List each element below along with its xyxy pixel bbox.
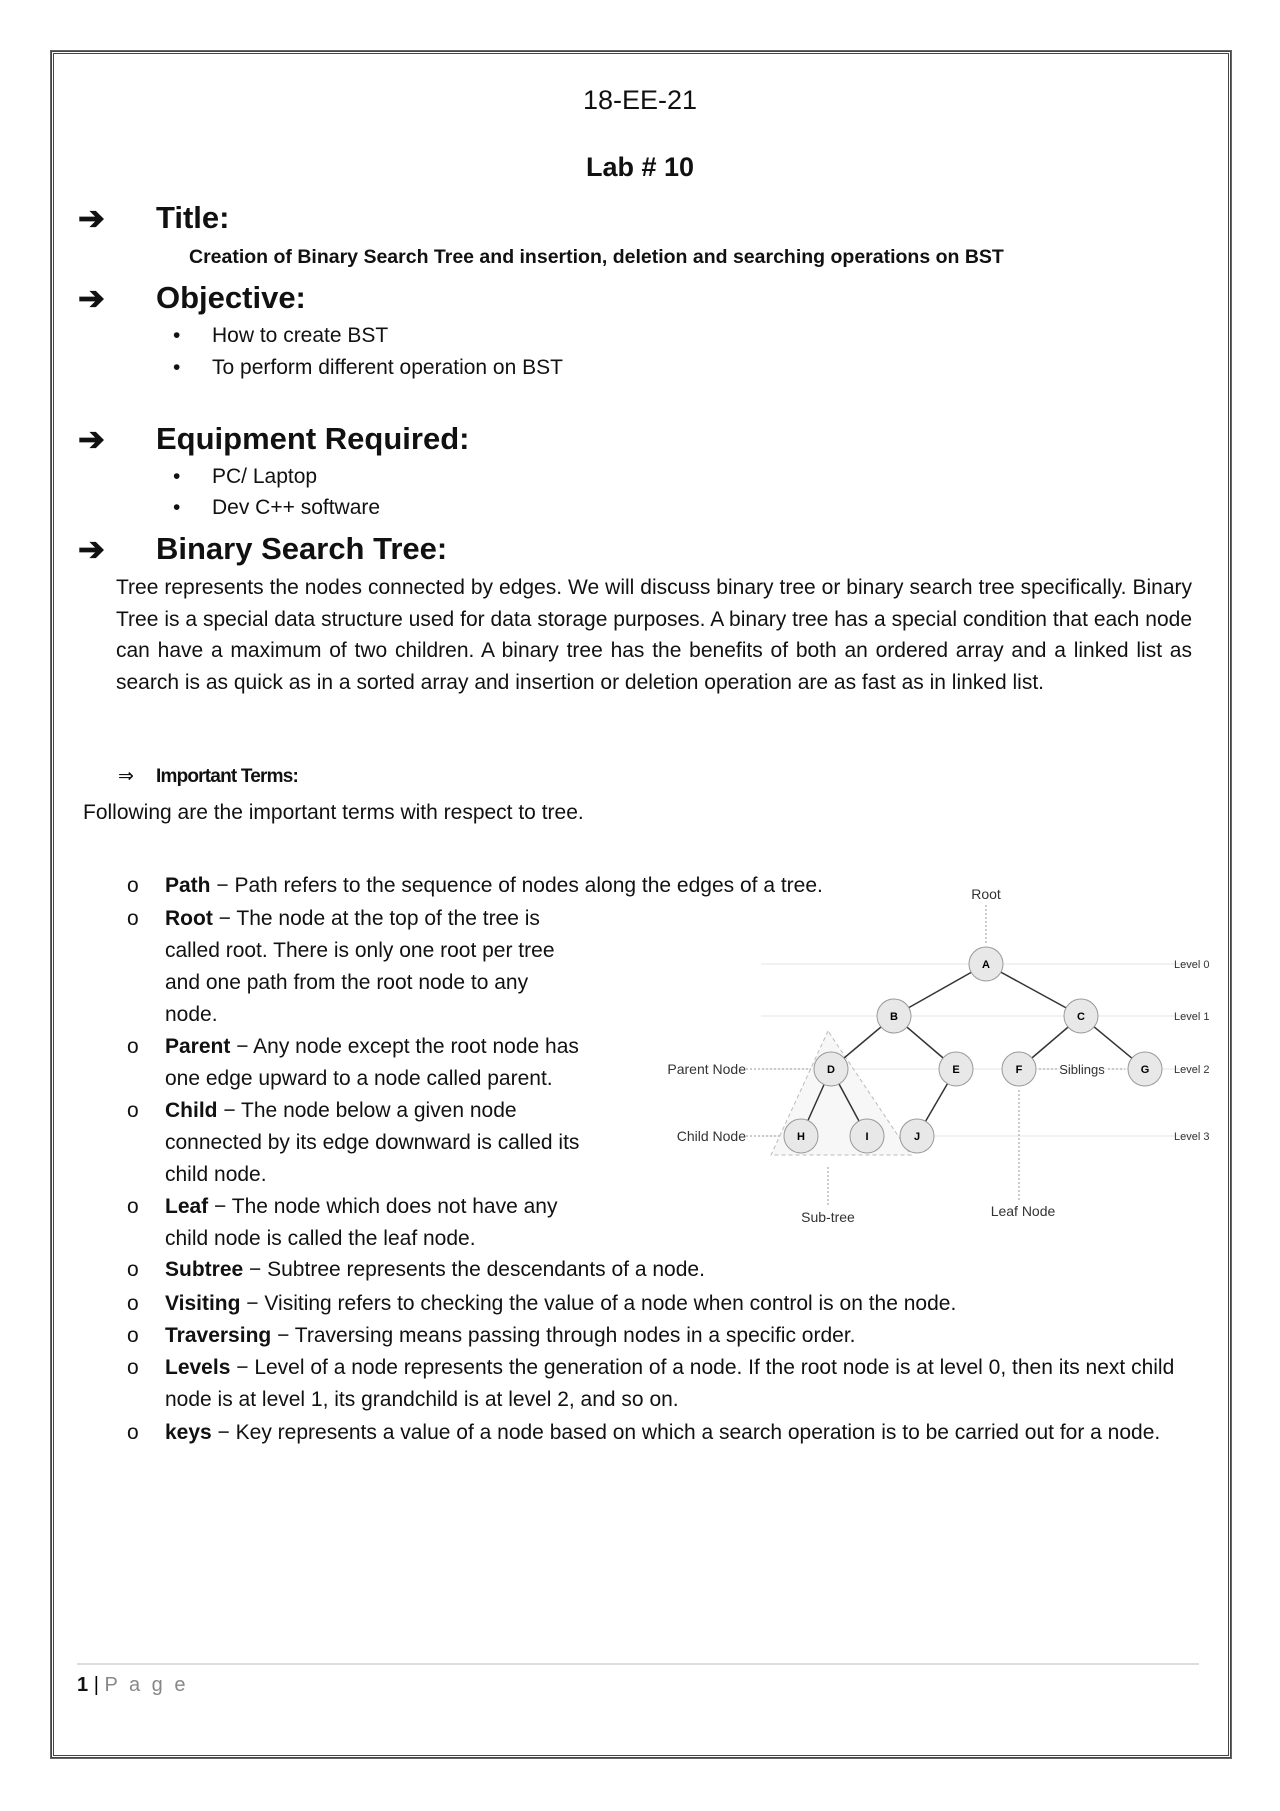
footer-divider bbox=[77, 1663, 1199, 1665]
doc-code: 18-EE-21 bbox=[582, 85, 698, 115]
node-label: C bbox=[1077, 1011, 1085, 1023]
child-node-label: Child Node bbox=[676, 1128, 746, 1144]
term-desc: − The node which does not have any child node is called the leaf node. bbox=[165, 1195, 558, 1250]
node-label: A bbox=[982, 959, 990, 971]
important-terms-heading: Important Terms: bbox=[156, 766, 299, 787]
root-label: Root bbox=[971, 886, 1001, 902]
term-desc: − Subtree represents the descendants of a node. bbox=[243, 1258, 705, 1281]
term-desc: − The node below a given node connected by its edge downward is called its child node. bbox=[165, 1099, 580, 1186]
term-name: Path bbox=[165, 874, 211, 897]
siblings-label: Siblings bbox=[1059, 1062, 1105, 1077]
binary-tree-diagram bbox=[651, 885, 1226, 1225]
equipment-item: PC/ Laptop bbox=[212, 465, 318, 488]
bullet-icon: o bbox=[127, 1324, 139, 1347]
arrow-icon: ➔ bbox=[78, 200, 105, 236]
level-label: Level 1 bbox=[1174, 1011, 1210, 1023]
term-text bbox=[165, 1031, 585, 1095]
objective-item: To perform different operation on BST bbox=[212, 356, 563, 379]
bullet-icon: o bbox=[127, 874, 139, 897]
term-desc: − Level of a node represents the generation of a node. If the root node is at level 0, then its next child node is at level 1, its grandchild is at level 2, and so on. bbox=[165, 1356, 1175, 1411]
arrow-icon: ➔ bbox=[78, 421, 105, 457]
bst-paragraph: Tree represents the nodes connected by edges. We will discuss binary tree or binary search tree specifically. Binary Tree is a special data structure used for data storage purposes. A binary tree has a special condition that each node can have a maximum of two children. A binary tree has the benefits of both an ordered array and a linked list as search is as quick as in a sorted array and insertion or deletion operation are as fast as in linked list. bbox=[116, 576, 1192, 695]
node-label: G bbox=[1140, 1064, 1150, 1076]
objective-heading: Objective: bbox=[156, 280, 306, 315]
equipment-heading: Equipment Required: bbox=[156, 421, 470, 456]
level-label: Level 2 bbox=[1174, 1064, 1210, 1076]
term-desc: − Visiting refers to checking the value of a node when control is on the node. bbox=[240, 1292, 957, 1315]
tree-node bbox=[900, 1119, 934, 1153]
bullet-icon: o bbox=[127, 1258, 139, 1281]
leaf-node-label: Leaf Node bbox=[990, 1203, 1056, 1219]
bullet-icon: • bbox=[173, 496, 181, 519]
term-desc: − Traversing means passing through nodes in a specific order. bbox=[271, 1324, 856, 1347]
objective-item: How to create BST bbox=[212, 324, 389, 347]
term-text bbox=[165, 1095, 585, 1191]
node-label: J bbox=[913, 1131, 921, 1143]
node-label: I bbox=[865, 1131, 869, 1143]
arrow-icon: ➔ bbox=[78, 531, 105, 567]
term-name: Root bbox=[165, 907, 213, 930]
term-name: Child bbox=[165, 1099, 218, 1122]
term-desc: − Path refers to the sequence of nodes along the edges of a tree. bbox=[210, 874, 823, 897]
page-footer: 1 | P a g e bbox=[77, 1674, 189, 1696]
tree-node bbox=[1128, 1052, 1162, 1086]
bullet-icon: o bbox=[127, 907, 139, 930]
title-heading: Title: bbox=[156, 200, 230, 235]
term-desc: − Key represents a value of a node based on which a search operation is to be carried out for a node. bbox=[211, 1421, 1161, 1444]
node-label: F bbox=[1015, 1064, 1023, 1076]
term-desc: − Any node except the root node has one edge upward to a node called parent. bbox=[165, 1035, 579, 1090]
term-name: Traversing bbox=[165, 1324, 272, 1347]
bullet-icon: o bbox=[127, 1099, 139, 1122]
node-label: E bbox=[952, 1064, 960, 1076]
term-name: Leaf bbox=[165, 1195, 209, 1218]
tree-node bbox=[784, 1119, 818, 1153]
tree-node bbox=[939, 1052, 973, 1086]
node-label: B bbox=[890, 1011, 898, 1023]
tree-node bbox=[850, 1119, 884, 1153]
tree-node bbox=[969, 947, 1003, 981]
subtree-label: Sub-tree bbox=[801, 1209, 855, 1225]
bullet-icon: o bbox=[127, 1195, 139, 1218]
bullet-icon: • bbox=[173, 324, 181, 347]
tree-node bbox=[1002, 1052, 1036, 1086]
important-terms-intro: Following are the important terms with respect to tree. bbox=[83, 801, 584, 824]
title-text: Creation of Binary Search Tree and insertion, deletion and searching operations on BST bbox=[189, 246, 1004, 268]
term-text bbox=[165, 1191, 585, 1255]
term-text bbox=[165, 1352, 1225, 1416]
equipment-item: Dev C++ software bbox=[212, 496, 381, 519]
arrow-icon: ➔ bbox=[78, 280, 105, 316]
bullet-icon: • bbox=[173, 356, 181, 379]
bullet-icon: o bbox=[127, 1356, 139, 1379]
term-name: keys bbox=[165, 1421, 212, 1444]
term-name: Subtree bbox=[165, 1258, 244, 1281]
bst-heading: Binary Search Tree: bbox=[156, 531, 448, 566]
term-name: Visiting bbox=[165, 1292, 241, 1315]
term-desc: − The node at the top of the tree is called root. There is only one root per tree and one path from the root node to any node. bbox=[165, 907, 555, 1026]
double-arrow-icon: ⇒ bbox=[118, 766, 134, 787]
lab-number: Lab # 10 bbox=[585, 152, 695, 182]
page-number: 1 bbox=[77, 1674, 89, 1696]
bullet-icon: o bbox=[127, 1292, 139, 1315]
tree-node bbox=[877, 999, 911, 1033]
level-label: Level 0 bbox=[1174, 959, 1210, 971]
bullet-icon: o bbox=[127, 1035, 139, 1058]
tree-node bbox=[1064, 999, 1098, 1033]
term-name: Levels bbox=[165, 1356, 231, 1379]
bullet-icon: o bbox=[127, 1421, 139, 1444]
term-text bbox=[165, 903, 585, 1031]
level-label: Level 3 bbox=[1174, 1131, 1210, 1143]
term-text bbox=[165, 1417, 1225, 1449]
term-text bbox=[165, 1288, 1225, 1320]
node-label: H bbox=[797, 1131, 805, 1143]
page-label: P a g e bbox=[104, 1674, 189, 1696]
term-name: Parent bbox=[165, 1035, 231, 1058]
node-label: D bbox=[827, 1064, 835, 1076]
term-text bbox=[165, 1320, 1225, 1352]
term-text bbox=[165, 1254, 1225, 1286]
bullet-icon: • bbox=[173, 465, 181, 488]
parent-node-label: Parent Node bbox=[667, 1061, 746, 1077]
tree-node bbox=[814, 1052, 848, 1086]
